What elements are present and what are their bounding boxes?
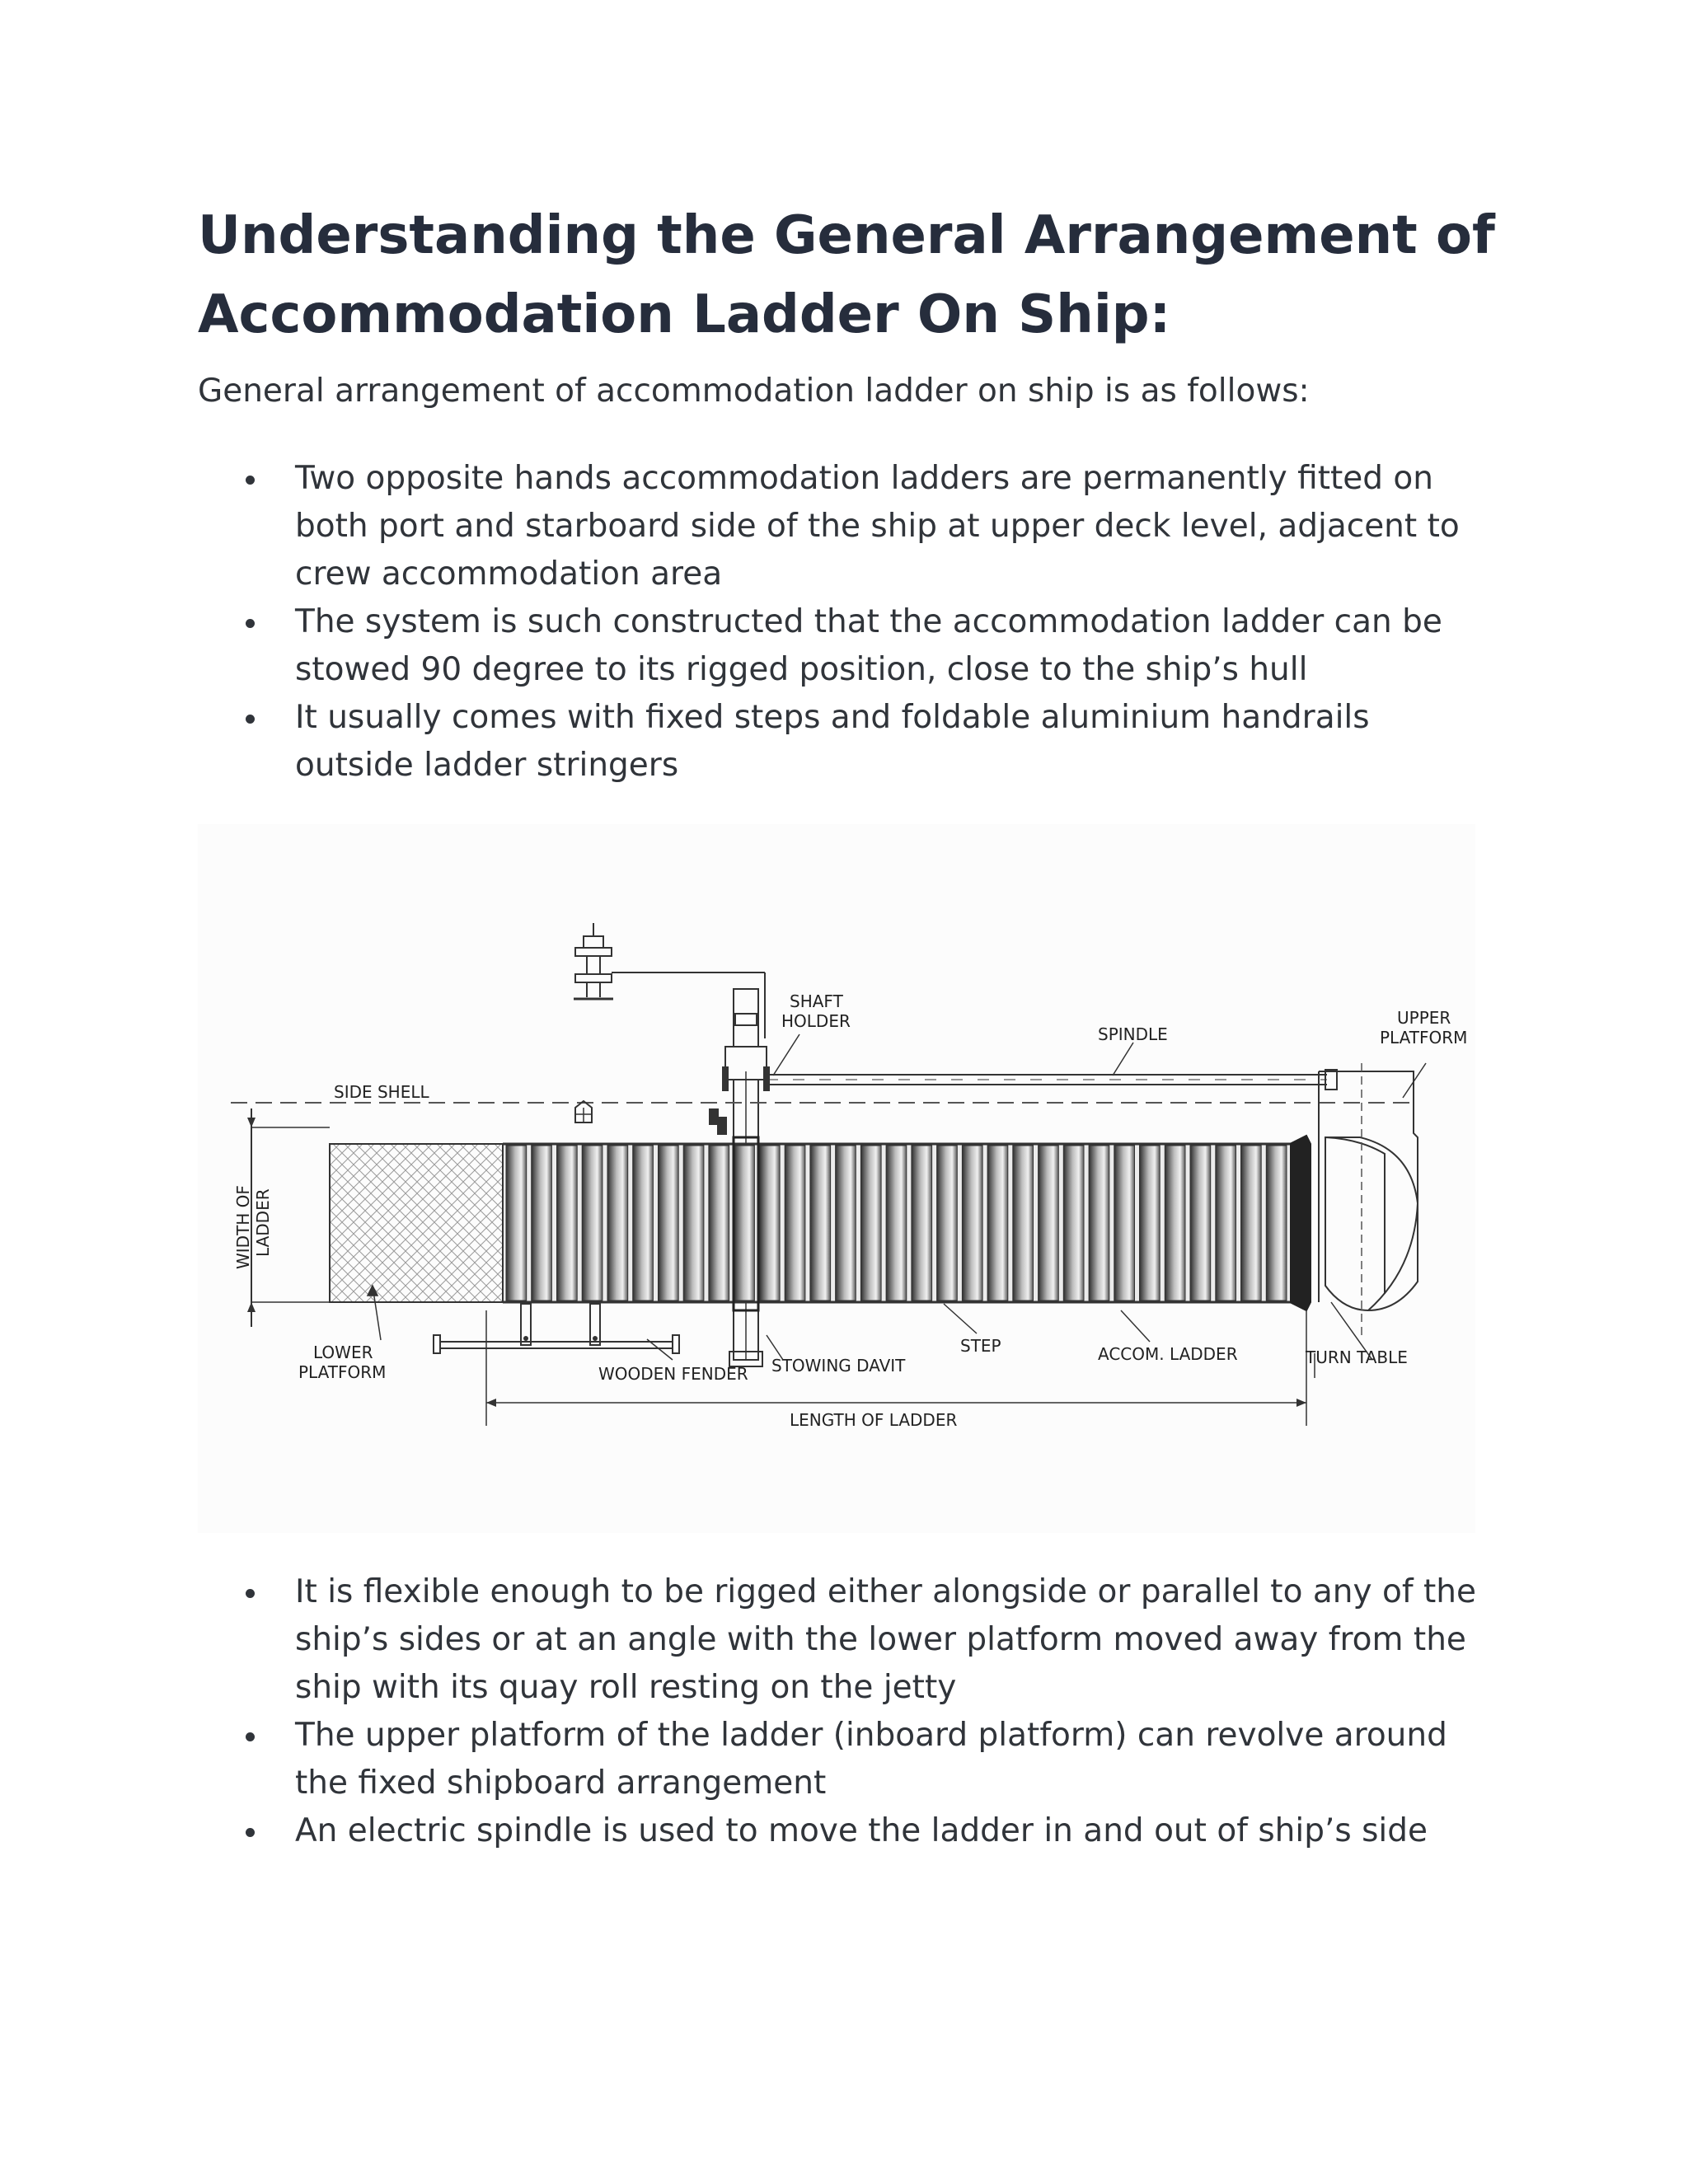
ladder-step	[1190, 1146, 1211, 1301]
ladder-step	[633, 1146, 654, 1301]
label-upper-platform-2: PLATFORM	[1380, 1028, 1468, 1047]
ladder-step	[1039, 1146, 1059, 1301]
ladder-step	[734, 1146, 755, 1301]
ladder-step	[1241, 1146, 1262, 1301]
upper-platform	[1319, 1063, 1418, 1335]
label-turn-table: TURN TABLE	[1306, 1347, 1408, 1367]
diagram-svg	[198, 824, 1475, 1533]
ladder-step	[557, 1146, 578, 1301]
ladder-step	[785, 1146, 805, 1301]
bullet-icon	[246, 619, 255, 628]
ladder-steps	[506, 1146, 1287, 1301]
list-item-text: The system is such constructed that the accommodation ladder can be stowed 90 degree to its rigged position, close to the ship’s hull	[295, 603, 1442, 688]
ladder-step	[912, 1146, 932, 1301]
list-item-text: Two opposite hands accommodation ladders are permanently fitted on both port and starboard side of the ship at upper deck level, adjacent to crew accommodation area	[295, 460, 1460, 593]
ladder-step	[1266, 1146, 1287, 1301]
ladder-step	[1013, 1146, 1034, 1301]
ladder-step	[659, 1146, 679, 1301]
label-side-shell: SIDE SHELL	[334, 1082, 429, 1102]
bullet-icon	[246, 476, 255, 485]
label-width-of-ladder-2: LADDER	[253, 1188, 273, 1257]
ladder-step	[1114, 1146, 1135, 1301]
ladder-step	[683, 1146, 704, 1301]
label-lower-platform-2: PLATFORM	[298, 1362, 387, 1382]
davit-bracket	[709, 1108, 719, 1125]
bullet-list-bottom	[0, 1568, 1688, 1855]
list-item-text: The upper platform of the ladder (inboard platform) can revolve around the fixed shipboard arrangement	[295, 1717, 1447, 1802]
ladder-step	[987, 1146, 1008, 1301]
list-item	[0, 1807, 1490, 1855]
label-shaft-holder-2: HOLDER	[781, 1011, 851, 1031]
bullet-icon	[246, 1589, 255, 1598]
ladder-step	[582, 1146, 603, 1301]
page-title: Understanding the General Arrangement of Accommodation Ladder On Ship:	[198, 205, 1495, 345]
ladder-step	[759, 1146, 780, 1301]
bullet-icon	[246, 1828, 255, 1837]
ladder-step	[836, 1146, 856, 1301]
label-length-of-ladder: LENGTH OF LADDER	[790, 1410, 958, 1430]
list-item	[0, 1568, 1490, 1712]
ladder-step	[1063, 1146, 1084, 1301]
wooden-fender	[434, 1304, 679, 1353]
ladder-step	[607, 1146, 628, 1301]
list-item	[0, 694, 1490, 790]
label-upper-platform-1: UPPER	[1397, 1008, 1451, 1028]
bullet-icon	[246, 1732, 255, 1741]
bullet-icon	[246, 715, 255, 724]
intro-paragraph: General arrangement of accommodation ladder on ship is as follows:	[198, 373, 1310, 410]
ladder-step	[1140, 1146, 1160, 1301]
label-shaft-holder-1: SHAFT	[790, 991, 843, 1011]
list-item-text: It usually comes with fixed steps and foldable aluminium handrails outside ladder stringers	[295, 699, 1370, 784]
ladder-step	[810, 1146, 831, 1301]
list-item	[0, 455, 1490, 598]
ladder-step	[886, 1146, 907, 1301]
list-item	[0, 1712, 1490, 1807]
label-lower-platform-1: LOWER	[313, 1343, 373, 1362]
bollard-marker	[575, 1101, 592, 1122]
list-item	[0, 598, 1490, 694]
ladder-step	[962, 1146, 982, 1301]
ladder-step	[506, 1146, 527, 1301]
list-item-text: It is flexible enough to be rigged either alongside or parallel to any of the ship’s sides or at an angle with the lower platform moved away from the ship with its quay roll resting on the jetty	[295, 1573, 1476, 1706]
label-step: STEP	[960, 1336, 1001, 1356]
lower-platform	[330, 1144, 503, 1302]
label-spindle: SPINDLE	[1098, 1024, 1168, 1044]
ladder-step	[1216, 1146, 1236, 1301]
ladder-step	[709, 1146, 729, 1301]
ladder-hinge	[1290, 1136, 1311, 1310]
ladder-step	[532, 1146, 552, 1301]
label-wooden-fender: WOODEN FENDER	[598, 1364, 748, 1384]
label-width-of-ladder-1: WIDTH OF	[233, 1185, 253, 1269]
list-item-text: An electric spindle is used to move the ladder in and out of ship’s side	[295, 1812, 1428, 1849]
label-stowing-davit: STOWING DAVIT	[771, 1356, 906, 1376]
ladder-step	[1165, 1146, 1185, 1301]
bullet-list-top	[0, 455, 1688, 790]
ladder-step	[1089, 1146, 1109, 1301]
label-accom-ladder: ACCOM. LADDER	[1098, 1344, 1238, 1364]
spindle	[767, 1070, 1337, 1090]
ladder-step	[937, 1146, 958, 1301]
ladder-arrangement-diagram	[198, 824, 1475, 1533]
ladder-step	[860, 1146, 881, 1301]
